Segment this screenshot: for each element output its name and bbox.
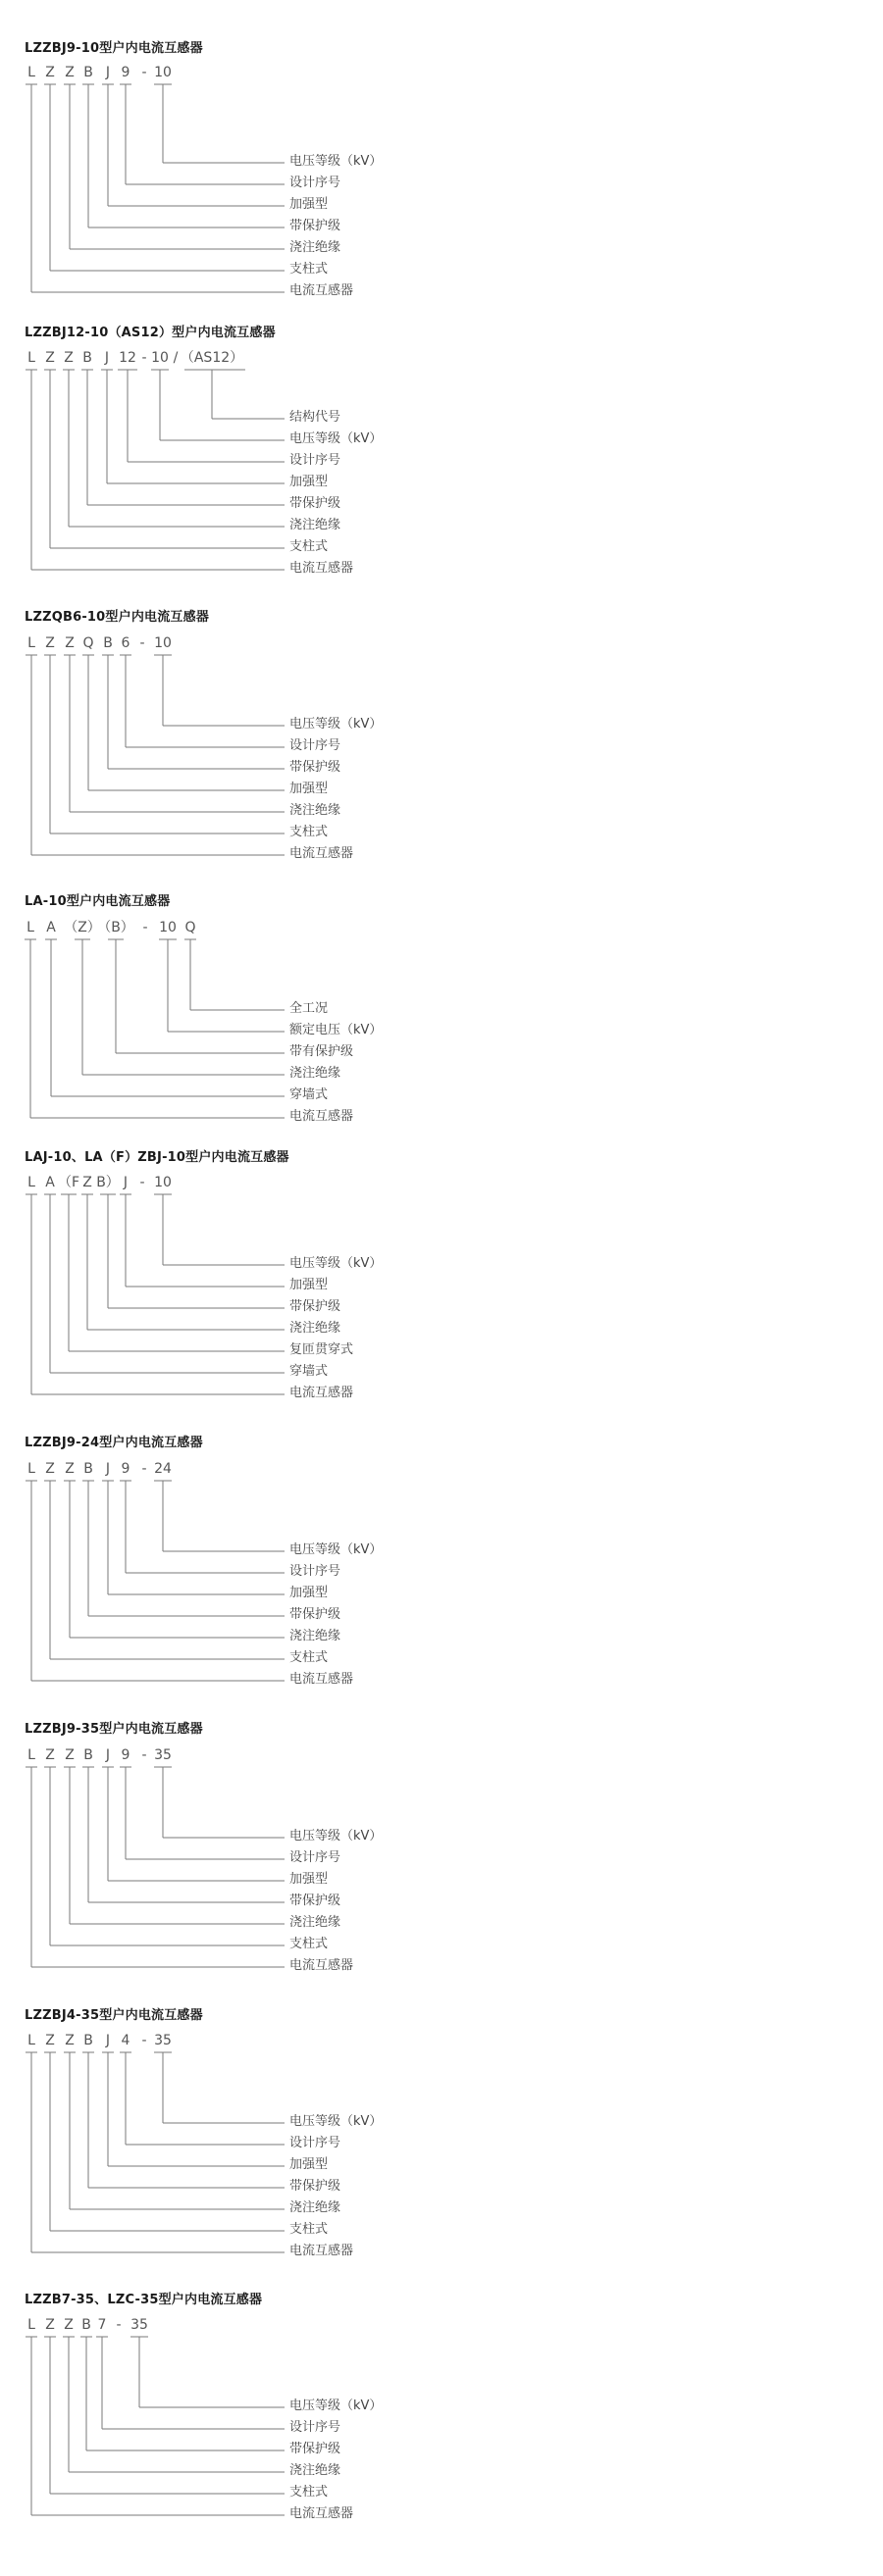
code-meaning-label: 电流互感器 <box>289 846 354 861</box>
code-char: 10 <box>154 65 172 80</box>
code-char: L <box>27 2033 35 2048</box>
code-char: L <box>27 2317 35 2333</box>
code-meaning-label: 电压等级（kV） <box>289 431 383 446</box>
code-char: Z <box>65 1461 75 1477</box>
code-char: Z <box>45 350 55 366</box>
connector-lines <box>0 1747 883 2002</box>
code-char: 9 <box>121 1747 130 1763</box>
section-title: LZZB7-35、LZC-35型户内电流互感器 <box>25 2293 263 2307</box>
code-meaning-label: 设计序号 <box>289 2420 341 2435</box>
code-meaning-label: 加强型 <box>289 782 329 796</box>
connector-lines <box>0 920 883 1175</box>
code-char: L <box>27 65 35 80</box>
code-char: J <box>105 65 111 80</box>
code-char: （F <box>57 1175 80 1190</box>
code-meaning-label: 加强型 <box>289 197 329 212</box>
code-meaning-label: 穿墙式 <box>289 1364 329 1379</box>
code-meaning-label: 复匝贯穿式 <box>289 1342 354 1357</box>
code-meaning-label: 穿墙式 <box>289 1087 329 1102</box>
code-char: L <box>27 1747 35 1763</box>
code-char: 4 <box>121 2033 130 2048</box>
code-char: Q <box>82 635 94 651</box>
code-meaning-label: 带保护级 <box>289 2179 341 2194</box>
code-meaning-label: 支柱式 <box>289 825 329 839</box>
code-char: - <box>116 2317 122 2333</box>
code-char: L <box>27 350 35 366</box>
code-meaning-label: 电压等级（kV） <box>289 154 383 169</box>
section-title: LZZBJ12-10（AS12）型户内电流互感器 <box>25 326 276 340</box>
connector-lines <box>0 635 883 890</box>
code-char: Z <box>65 65 75 80</box>
code-char: - <box>141 1747 147 1763</box>
code-meaning-label: 支柱式 <box>289 2222 329 2237</box>
code-meaning-label: 支柱式 <box>289 262 329 277</box>
code-meaning-label: 电流互感器 <box>289 1672 354 1687</box>
code-char: 24 <box>154 1461 172 1477</box>
code-char: J <box>105 1461 111 1477</box>
code-char: B <box>83 2033 93 2048</box>
code-meaning-label: 浇注绝缘 <box>289 1629 341 1643</box>
code-char: J <box>104 350 110 366</box>
code-char: B <box>103 635 113 651</box>
code-char: J <box>123 1175 129 1190</box>
connector-lines <box>0 2033 883 2288</box>
code-char: B <box>83 1747 93 1763</box>
code-char: Z <box>45 65 55 80</box>
section-title: LZZBJ9-24型户内电流互感器 <box>25 1436 203 1450</box>
code-meaning-label: 电压等级（kV） <box>289 2114 383 2129</box>
code-char: A <box>45 1175 55 1190</box>
code-meaning-label: 电流互感器 <box>289 1958 354 1973</box>
code-char: 7 <box>97 2317 107 2333</box>
code-meaning-label: 设计序号 <box>289 453 341 468</box>
code-meaning-label: 电流互感器 <box>289 1109 354 1124</box>
code-meaning-label: 额定电压（kV） <box>289 1023 383 1037</box>
code-meaning-label: 设计序号 <box>289 1850 341 1865</box>
code-meaning-label: 带保护级 <box>289 1299 341 1314</box>
code-meaning-label: 加强型 <box>289 1586 329 1600</box>
code-meaning-label: 浇注绝缘 <box>289 803 341 818</box>
code-char: 10 <box>151 350 169 366</box>
code-meaning-label: 加强型 <box>289 475 329 489</box>
code-meaning-label: 支柱式 <box>289 1937 329 1951</box>
connector-lines <box>0 65 883 320</box>
code-char: J <box>105 1747 111 1763</box>
code-char: 35 <box>154 2033 172 2048</box>
code-meaning-label: 带有保护级 <box>289 1044 354 1059</box>
code-meaning-label: 电流互感器 <box>289 283 354 298</box>
code-char: - <box>139 1175 145 1190</box>
code-meaning-label: 带保护级 <box>289 2442 341 2456</box>
code-meaning-label: 支柱式 <box>289 1650 329 1665</box>
code-meaning-label: 浇注绝缘 <box>289 2463 341 2478</box>
code-meaning-label: 支柱式 <box>289 2485 329 2500</box>
connector-lines <box>0 350 883 605</box>
section-title: LZZQB6-10型户内电流互感器 <box>25 610 210 625</box>
code-char: Z <box>65 1747 75 1763</box>
code-char: Z <box>82 1175 92 1190</box>
code-char: B <box>82 350 92 366</box>
code-meaning-label: 带保护级 <box>289 1607 341 1622</box>
code-meaning-label: 设计序号 <box>289 1564 341 1579</box>
connector-lines <box>0 1175 883 1430</box>
code-meaning-label: 结构代号 <box>289 410 341 425</box>
code-meaning-label: 浇注绝缘 <box>289 2200 341 2215</box>
code-meaning-label: 全工况 <box>289 1001 329 1016</box>
code-char: L <box>27 1175 35 1190</box>
code-char: J <box>105 2033 111 2048</box>
code-meaning-label: 加强型 <box>289 2157 329 2172</box>
code-meaning-label: 电压等级（kV） <box>289 2399 383 2413</box>
section-title: LZZBJ9-35型户内电流互感器 <box>25 1722 203 1737</box>
section-title: LZZBJ4-35型户内电流互感器 <box>25 2008 203 2023</box>
code-meaning-label: 带保护级 <box>289 496 341 511</box>
code-char: 9 <box>121 65 130 80</box>
code-char: / <box>173 350 179 366</box>
code-meaning-label: 浇注绝缘 <box>289 240 341 255</box>
code-meaning-label: 电压等级（kV） <box>289 1256 383 1271</box>
code-char: L <box>27 1461 35 1477</box>
code-meaning-label: 电流互感器 <box>289 2244 354 2258</box>
code-meaning-label: 加强型 <box>289 1278 329 1292</box>
code-char: - <box>141 65 147 80</box>
code-char: Z <box>64 2317 74 2333</box>
code-meaning-label: 设计序号 <box>289 738 341 753</box>
code-char: B <box>83 1461 93 1477</box>
code-char: Z <box>45 635 55 651</box>
code-char: Z <box>65 2033 75 2048</box>
code-char: （B） <box>97 920 134 935</box>
code-meaning-label: 浇注绝缘 <box>289 1321 341 1336</box>
code-meaning-label: 设计序号 <box>289 176 341 190</box>
code-char: - <box>141 1461 147 1477</box>
code-meaning-label: 电流互感器 <box>289 1386 354 1400</box>
code-char: 6 <box>121 635 130 651</box>
code-meaning-label: 浇注绝缘 <box>289 1915 341 1930</box>
code-meaning-label: 电流互感器 <box>289 561 354 576</box>
code-char: 9 <box>121 1461 130 1477</box>
code-char: 35 <box>154 1747 172 1763</box>
connector-lines <box>0 2317 883 2572</box>
code-char: Z <box>45 1461 55 1477</box>
section-title: LAJ-10、LA（F）ZBJ-10型户内电流互感器 <box>25 1150 289 1165</box>
code-meaning-label: 电压等级（kV） <box>289 717 383 732</box>
code-char: （AS12） <box>180 350 244 366</box>
code-char: - <box>142 920 148 935</box>
connector-lines <box>0 1461 883 1716</box>
code-char: B） <box>96 1175 120 1190</box>
code-meaning-label: 带保护级 <box>289 760 341 775</box>
code-char: A <box>46 920 56 935</box>
code-char: Z <box>45 1747 55 1763</box>
code-char: B <box>81 2317 91 2333</box>
code-meaning-label: 电压等级（kV） <box>289 1542 383 1557</box>
code-char: Z <box>45 2317 55 2333</box>
code-char: - <box>141 2033 147 2048</box>
code-char: Q <box>184 920 196 935</box>
code-meaning-label: 加强型 <box>289 1872 329 1887</box>
code-char: - <box>139 635 145 651</box>
code-char: 10 <box>154 1175 172 1190</box>
section-title: LZZBJ9-10型户内电流互感器 <box>25 41 203 56</box>
code-char: B <box>83 65 93 80</box>
code-meaning-label: 浇注绝缘 <box>289 518 341 532</box>
code-char: Z <box>64 350 74 366</box>
code-meaning-label: 带保护级 <box>289 1894 341 1908</box>
code-meaning-label: 支柱式 <box>289 539 329 554</box>
code-char: Z <box>65 635 75 651</box>
code-meaning-label: 浇注绝缘 <box>289 1066 341 1081</box>
code-meaning-label: 设计序号 <box>289 2136 341 2150</box>
code-meaning-label: 电流互感器 <box>289 2506 354 2521</box>
code-char: （Z） <box>64 920 101 935</box>
code-char: 10 <box>154 635 172 651</box>
code-char: - <box>141 350 147 366</box>
code-char: 35 <box>130 2317 148 2333</box>
code-meaning-label: 带保护级 <box>289 219 341 233</box>
code-meaning-label: 电压等级（kV） <box>289 1829 383 1844</box>
code-char: L <box>26 920 34 935</box>
section-title: LA-10型户内电流互感器 <box>25 894 171 909</box>
code-char: 10 <box>159 920 177 935</box>
code-char: L <box>27 635 35 651</box>
code-char: Z <box>45 2033 55 2048</box>
code-char: 12 <box>119 350 136 366</box>
